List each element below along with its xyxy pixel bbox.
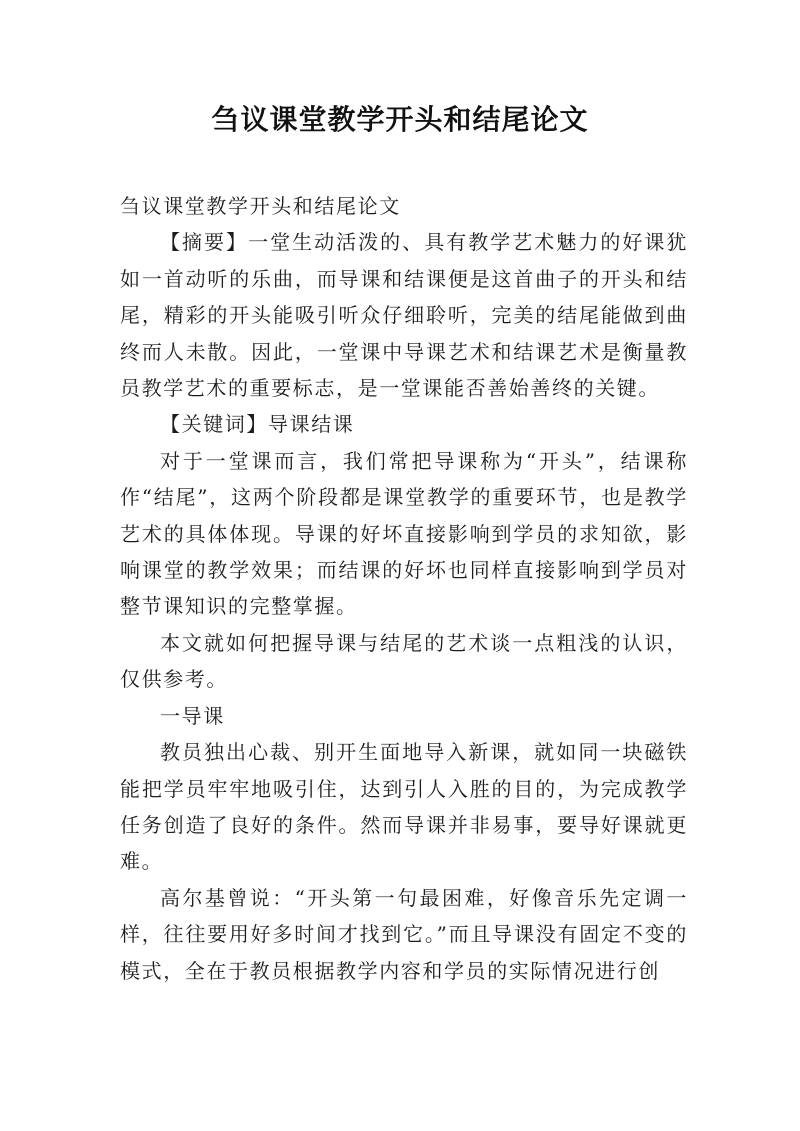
body-paragraph: 对于一堂课而言，我们常把导课称为“开头”，结课称作“结尾”，这两个阶段都是课堂教学的重要环节，也是教学艺术的具体体现。导课的好坏直接影响到学员的求知欲，影响课堂的教学效果；而结课的好坏也同样直接影响到学员对整节课知识的完整掌握。 xyxy=(120,448,688,619)
document-title: 刍议课堂教学开头和结尾论文 xyxy=(211,103,589,136)
document-body xyxy=(120,188,688,989)
section-heading: 一导课 xyxy=(160,703,225,728)
body-paragraph: 刍议课堂教学开头和结尾论文 xyxy=(120,194,401,218)
abstract-paragraph: 【摘要】一堂生动活泼的、具有教学艺术魅力的好课犹如一首动听的乐曲，而导课和结课便是这首曲子的开头和结尾，精彩的开头能吸引听众仔细聆听，完美的结尾能做到曲终而人未散。因此，一堂课中导课艺术和结课艺术是衡量教员教学艺术的重要标志，是一堂课能否善始善终的关键。 xyxy=(120,230,688,401)
body-paragraph: 高尔基曾说：“开头第一句最困难，好像音乐先定调一样，往往要用好多时间才找到它。”而且导课没有固定不变的模式，全在于教员根据教学内容和学员的实际情况进行创 xyxy=(120,885,688,983)
keywords-paragraph: 【关键词】导课结课 xyxy=(160,412,355,437)
body-paragraph: 教员独出心裁、别开生面地导入新课，就如同一块磁铁能把学员牢牢地吸引住，达到引人入胜的目的，为完成教学任务创造了良好的条件。然而导课并非易事，要导好课就更难。 xyxy=(120,740,688,874)
body-paragraph: 本文就如何把握导课与结尾的艺术谈一点粗浅的认识，仅供参考。 xyxy=(120,630,688,692)
